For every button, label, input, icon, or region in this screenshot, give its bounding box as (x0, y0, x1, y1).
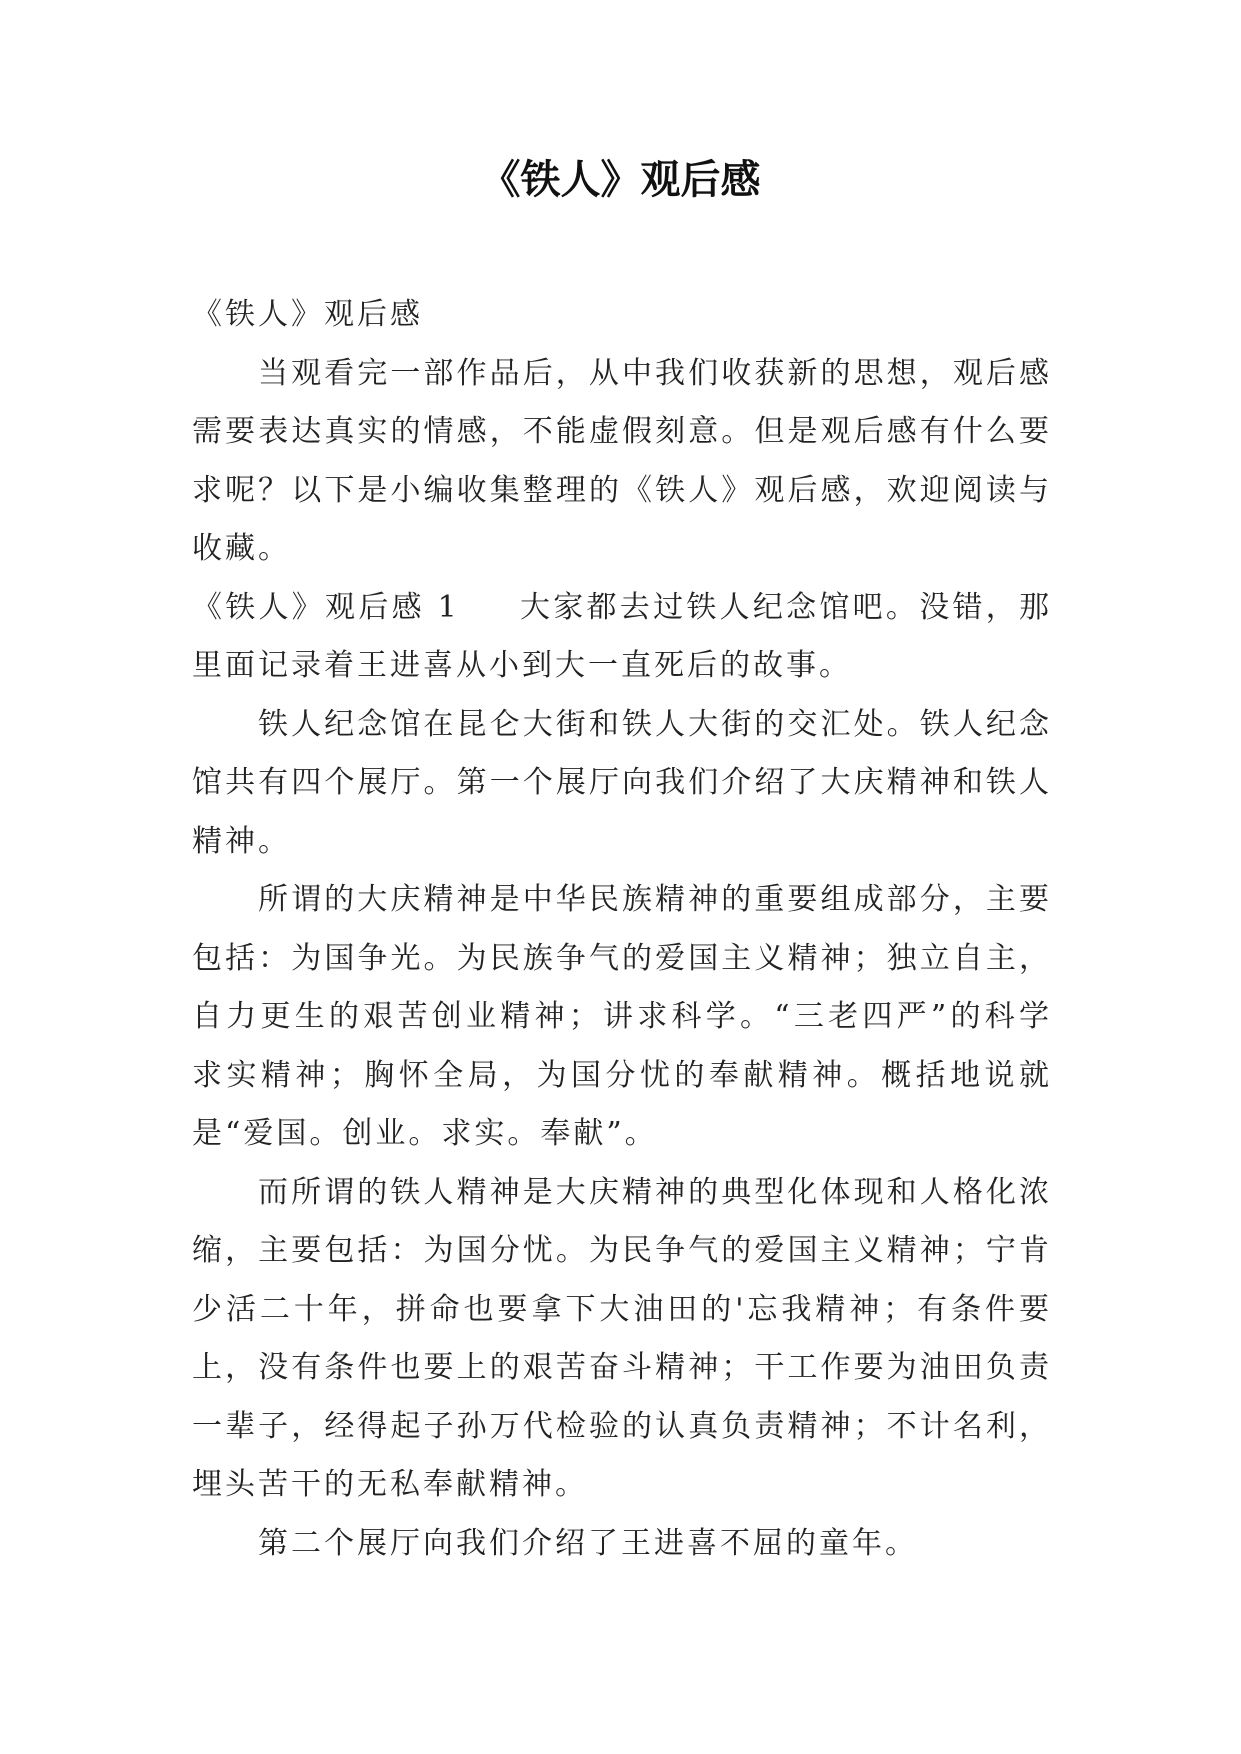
paragraph-section-1 (192, 579, 1052, 696)
section-heading: 《铁人》观后感 1 (192, 589, 460, 625)
paragraph-ironman-spirit: 而所谓的铁人精神是大庆精神的典型化体现和人格化浓缩，主要包括：为国分忧。为民争气的爱国主义精神；宁肯少活二十年，拼命也要拿下大油田的'忘我精神；有条件要上，没有条件也要上的艰苦奋斗精神；干工作要为油田负责一辈子，经得起子孙万代检验的认真负责精神；不计名利，埋头苦干的无私奉献精神。 (192, 1174, 1052, 1502)
paragraph-intro: 当观看完一部作品后，从中我们收获新的思想，观后感需要表达真实的情感，不能虚假刻意。但是观后感有什么要求呢？以下是小编收集整理的《铁人》观后感，欢迎阅读与收藏。 (192, 355, 1052, 566)
paragraph-daqing-spirit: 所谓的大庆精神是中华民族精神的重要组成部分，主要包括：为国争光。为民族争气的爱国主义精神；独立自主，自力更生的艰苦创业精神；讲求科学。“三老四严”的科学求实精神；胸怀全局，为国分忧的奉献精神。概括地说就是“爱国。创业。求实。奉献”。 (192, 882, 1052, 1151)
paragraph-subtitle: 《铁人》观后感 (192, 297, 423, 332)
paragraph-second-hall: 第二个展厅向我们介绍了王进喜不屈的童年。 (258, 1525, 918, 1561)
document-body (192, 286, 1052, 1573)
section-text: 大家都去过铁人纪念馆吧。没错，那里面记录着王进喜从小到大一直死后的故事。 (192, 589, 1052, 683)
document-title: 《铁人》观后感 (480, 157, 761, 203)
paragraph-memorial: 铁人纪念馆在昆仑大街和铁人大街的交汇处。铁人纪念馆共有四个展厅。第一个展厅向我们介绍了大庆精神和铁人精神。 (192, 706, 1052, 859)
